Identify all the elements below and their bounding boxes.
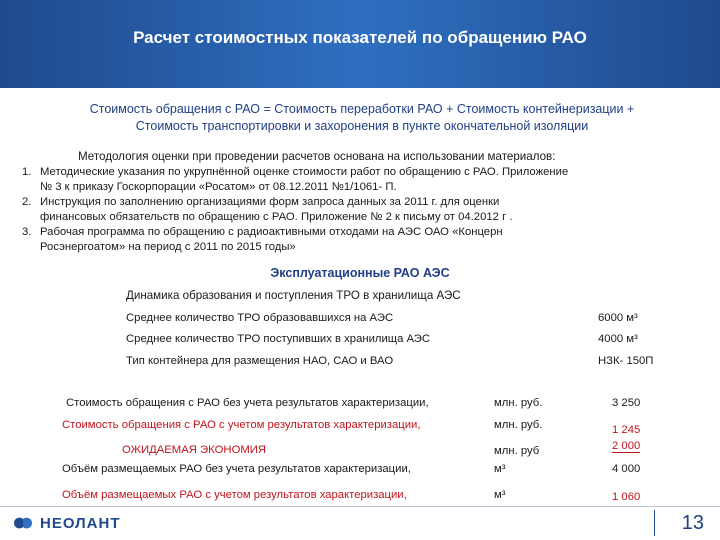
list-item-text: Рабочая программа по обращению с радиоактивными отходами на АЭС ОАО «Концерн <box>40 226 503 238</box>
volume-label: Объём размещаемых РАО без учета результатов характеризации, <box>62 463 411 475</box>
header-banner <box>0 0 720 88</box>
logo-icon <box>12 514 34 532</box>
dynamics-value: 4000 м³ <box>598 333 638 345</box>
list-item-number: 3. <box>22 226 32 238</box>
volume-unit: м³ <box>494 463 506 475</box>
list-item <box>22 165 712 195</box>
list-item-text: Росэнергоатом» на период с 2011 по 2015 годы» <box>40 241 296 253</box>
list-item-text: № 3 к приказу Госкорпорации «Росатом» от 08.12.2011 №1/1061- П. <box>40 181 397 193</box>
methodology-list <box>22 165 712 255</box>
formula-line-1: Стоимость обращения с РАО = Стоимость переработки РАО + Стоимость контейнеризации + <box>89 102 635 116</box>
volume-value: 4 000 <box>612 463 641 475</box>
cost-value: 3 250 <box>612 397 641 409</box>
list-item-text: Методические указания по укрупнённой оценке стоимости работ по обращению с РАО. Приложение <box>40 166 569 178</box>
cost-label: Стоимость обращения с РАО с учетом результатов характеризации, <box>62 419 421 431</box>
volume-unit: м³ <box>494 489 506 501</box>
list-item <box>22 195 712 225</box>
company-logo <box>12 514 120 532</box>
dynamics-value: 6000 м³ <box>598 312 638 324</box>
logo-text: НЕОЛАНТ <box>40 514 121 532</box>
dynamics-value: НЗК- 150П <box>598 355 654 367</box>
cost-value: 1 245 <box>612 424 641 436</box>
cost-label: Стоимость обращения с РАО без учета результатов характеризации, <box>66 397 429 409</box>
list-item-number: 2. <box>22 196 32 208</box>
formula-line-2: Стоимость транспортировки и захоронения в пункте окончательной изоляции <box>135 119 589 133</box>
volume-value: 1 060 <box>612 491 641 503</box>
page-number: 13 <box>654 510 710 536</box>
savings-value: 2 000 <box>612 440 641 452</box>
page-title: Расчет стоимостных показателей по обращению РАО <box>133 28 587 47</box>
volume-label: Объём размещаемых РАО с учетом результатов характеризации, <box>62 489 407 501</box>
list-item <box>22 225 712 255</box>
cost-unit: млн. руб. <box>494 419 543 431</box>
list-item-text: Инструкция по заполнению организациями форм запроса данных за 2011 г. для оценки <box>40 196 500 208</box>
savings-label: ОЖИДАЕМАЯ ЭКОНОМИЯ <box>122 444 267 456</box>
dynamics-label: Среднее количество ТРО образовавшихся на АЭС <box>126 312 394 324</box>
dynamics-title: Динамика образования и поступления ТРО в хранилища АЭС <box>126 289 461 302</box>
list-item-number: 1. <box>22 166 32 178</box>
footer-divider <box>0 506 720 507</box>
methodology-title: Методология оценки при проведении расчетов основана на использовании материалов: <box>78 150 556 163</box>
section-title: Эксплуатационные РАО АЭС <box>270 266 450 280</box>
cost-formula <box>22 101 702 135</box>
dynamics-label: Тип контейнера для размещения НАО, САО и ВАО <box>126 355 394 367</box>
cost-unit: млн. руб <box>494 445 540 457</box>
list-item-text: финансовых обязательств по обращению с РАО. Приложение № 2 к письму от 04.2012 г . <box>40 211 513 223</box>
dynamics-label: Среднее количество ТРО поступивших в хранилища АЭС <box>126 333 431 345</box>
cost-unit: млн. руб. <box>494 397 543 409</box>
